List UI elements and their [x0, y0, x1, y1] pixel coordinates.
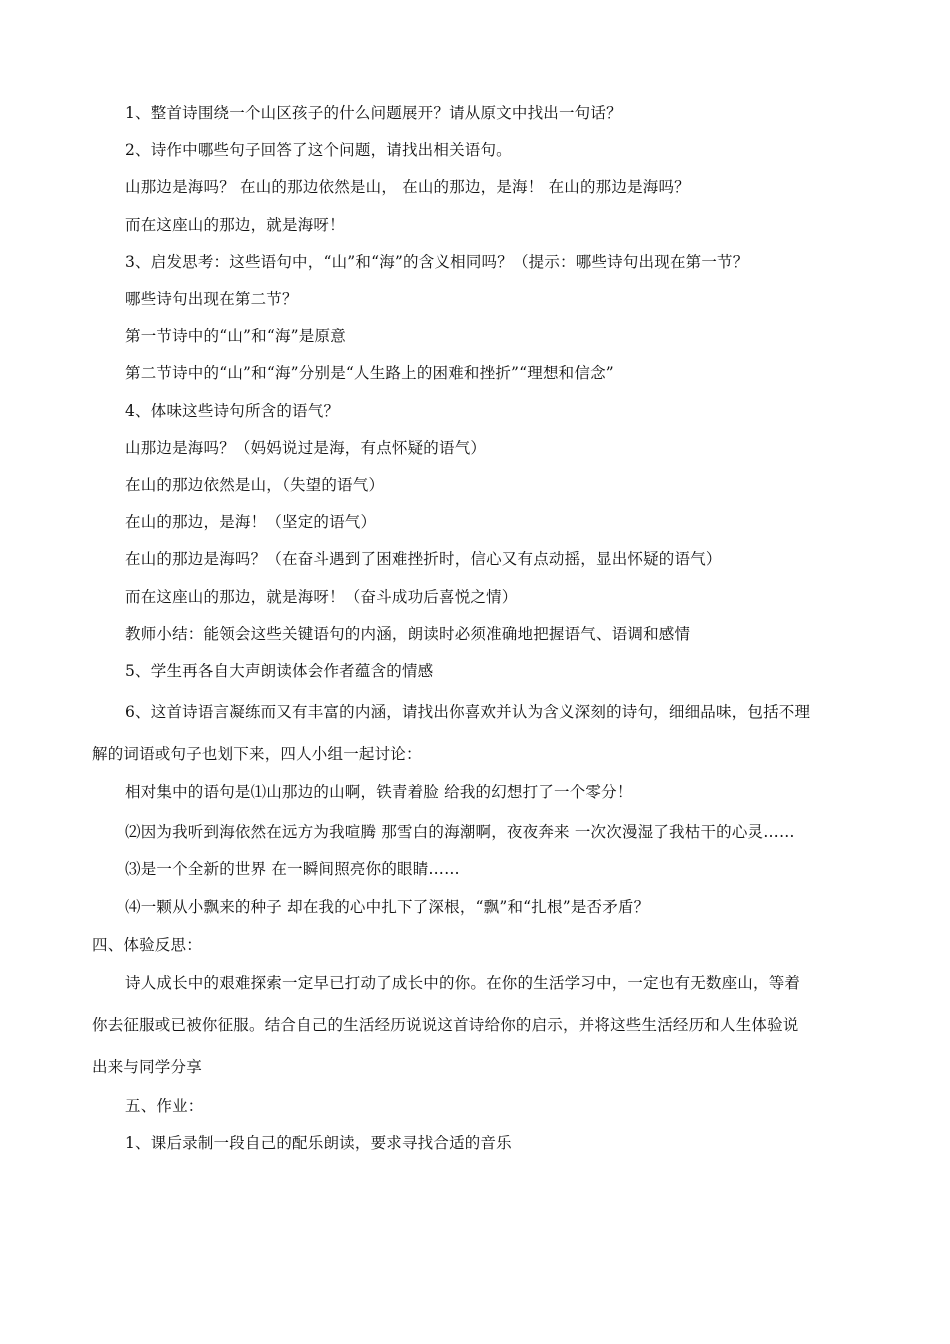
- text-line: 出来与同学分享: [92, 1058, 202, 1076]
- text-line: 在山的那边依然是山，（失望的语气）: [125, 476, 385, 494]
- text-line: 山那边是海吗？（妈妈说过是海，有点怀疑的语气）: [125, 439, 487, 457]
- text-line: 而在这座山的那边，就是海呀！（奋斗成功后喜悦之情）: [125, 588, 518, 606]
- text-line: 教师小结：能领会这些关键语句的内涵，朗读时必须准确地把握语气、语调和感情: [125, 625, 691, 643]
- text-line: 6、这首诗语言凝练而又有丰富的内涵，请找出你喜欢并认为含义深刻的诗句，细细品味，包括不理: [125, 703, 811, 721]
- text-line: 山那边是海吗？ 在山的那边依然是山， 在山的那边，是海！ 在山的那边是海吗？: [125, 178, 690, 196]
- text-line: 你去征服或已被你征服。结合自己的生活经历说说这首诗给你的启示，并将这些生活经历和人生体验说: [92, 1016, 799, 1034]
- text-line: 1、整首诗围绕一个山区孩子的什么问题展开？请从原文中找出一句话？: [125, 104, 622, 122]
- text-line: 2、诗作中哪些句子回答了这个问题，请找出相关语句。: [125, 141, 512, 159]
- text-line: 而在这座山的那边，就是海呀！: [125, 216, 345, 234]
- text-line: 诗人成长中的艰难探索一定早已打动了成长中的你。在你的生活学习中，一定也有无数座山，等着: [125, 974, 801, 992]
- text-line: ⑶是一个全新的世界 在一瞬间照亮你的眼睛……: [125, 860, 460, 878]
- text-line: 4、体味这些诗句所含的语气？: [125, 402, 340, 420]
- text-line: 第一节诗中的“山”和“海”是原意: [125, 327, 346, 345]
- text-line: 解的词语或句子也划下来，四人小组一起讨论：: [92, 745, 422, 763]
- text-line: 1、课后录制一段自己的配乐朗读，要求寻找合适的音乐: [125, 1134, 512, 1152]
- text-line: 5、学生再各自大声朗读体会作者蕴含的情感: [125, 662, 434, 680]
- text-line: 在山的那边，是海！（坚定的语气）: [125, 513, 377, 531]
- text-line: 第二节诗中的“山”和“海”分别是“人生路上的困难和挫折”“理想和信念”: [125, 364, 614, 382]
- section-heading: 五、作业：: [125, 1097, 204, 1115]
- text-line: ⑵因为我听到海依然在远方为我喧腾 那雪白的海潮啊，夜夜奔来 一次次漫湿了我枯干的心灵……: [125, 823, 795, 841]
- text-line: 相对集中的语句是⑴山那边的山啊，铁青着脸 给我的幻想打了一个零分！: [125, 783, 633, 801]
- section-heading: 四、体验反思：: [92, 936, 202, 954]
- text-line: ⑷一颗从小飘来的种子 却在我的心中扎下了深根，“飘”和“扎根”是否矛盾？: [125, 898, 650, 916]
- text-line: 哪些诗句出现在第二节？: [125, 290, 298, 308]
- text-line: 在山的那边是海吗？（在奋斗遇到了困难挫折时，信心又有点动摇，显出怀疑的语气）: [125, 550, 722, 568]
- text-line: 3、启发思考：这些语句中，“山”和“海”的含义相同吗？（提示：哪些诗句出现在第一节？: [125, 253, 749, 271]
